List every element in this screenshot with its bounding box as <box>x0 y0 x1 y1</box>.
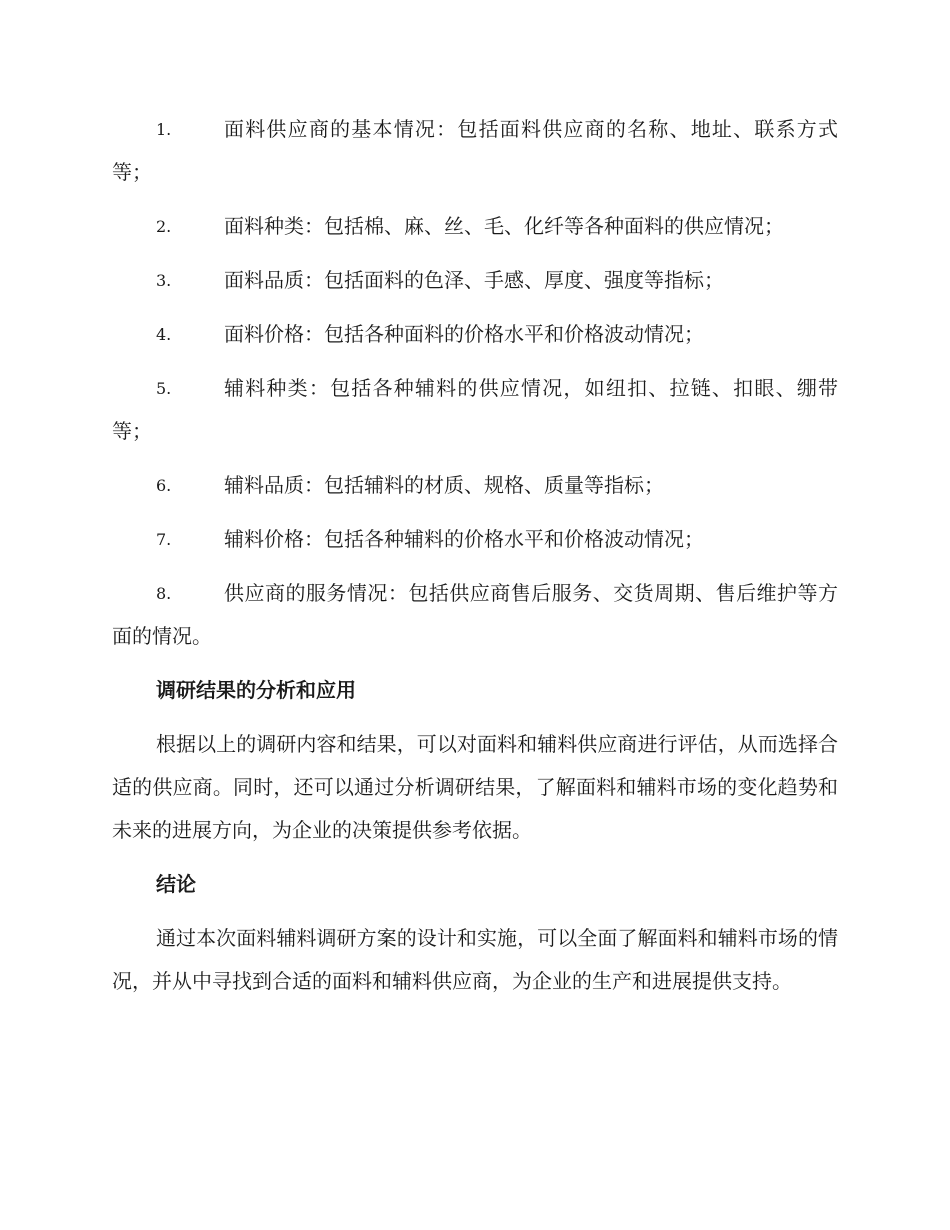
list-text: 面料种类：包括棉、麻、丝、毛、化纤等各种面料的供应情况； <box>224 214 784 238</box>
section-heading-analysis: 调研结果的分析和应用 <box>156 678 356 702</box>
list-item <box>112 464 838 507</box>
section-paragraph-conclusion: 通过本次面料辅料调研方案的设计和实施，可以全面了解面料和辅料市场的情况，并从中寻找到合适的面料和辅料供应商，为企业的生产和进展提供支持。 <box>112 926 838 993</box>
list-number: 7. <box>156 530 172 549</box>
list-number: 1. <box>156 120 172 139</box>
section-paragraph-analysis: 根据以上的调研内容和结果，可以对面料和辅料供应商进行评估，从而选择合适的供应商。同时，还可以通过分析调研结果，了解面料和辅料市场的变化趋势和未来的进展方向，为企业的决策提供参考依据。 <box>112 732 838 842</box>
list-item <box>112 205 838 248</box>
list-item <box>112 572 838 658</box>
list-text: 供应商的服务情况：包括供应商售后服务、交货周期、售后维护等方面的情况。 <box>112 581 838 648</box>
list-number: 6. <box>156 476 172 495</box>
list-text: 辅料价格：包括各种辅料的价格水平和价格波动情况； <box>224 527 704 551</box>
section-heading-conclusion: 结论 <box>156 872 196 896</box>
list-text: 面料供应商的基本情况：包括面料供应商的名称、地址、联系方式等； <box>112 117 838 184</box>
list-text: 面料价格：包括各种面料的价格水平和价格波动情况； <box>224 322 704 346</box>
list-text: 面料品质：包括面料的色泽、手感、厚度、强度等指标； <box>224 268 724 292</box>
list-item <box>112 367 838 453</box>
list-item <box>112 259 838 302</box>
list-number: 8. <box>156 584 172 603</box>
list-text: 辅料种类：包括各种辅料的供应情况，如纽扣、拉链、扣眼、绷带等； <box>112 376 838 443</box>
list-text: 辅料品质：包括辅料的材质、规格、质量等指标； <box>224 473 664 497</box>
list-item <box>112 108 838 194</box>
list-number: 2. <box>156 217 172 236</box>
list-number: 5. <box>156 379 172 398</box>
list-number: 4. <box>156 325 172 344</box>
list-number: 3. <box>156 271 172 290</box>
list-item <box>112 313 838 356</box>
list-item <box>112 518 838 561</box>
